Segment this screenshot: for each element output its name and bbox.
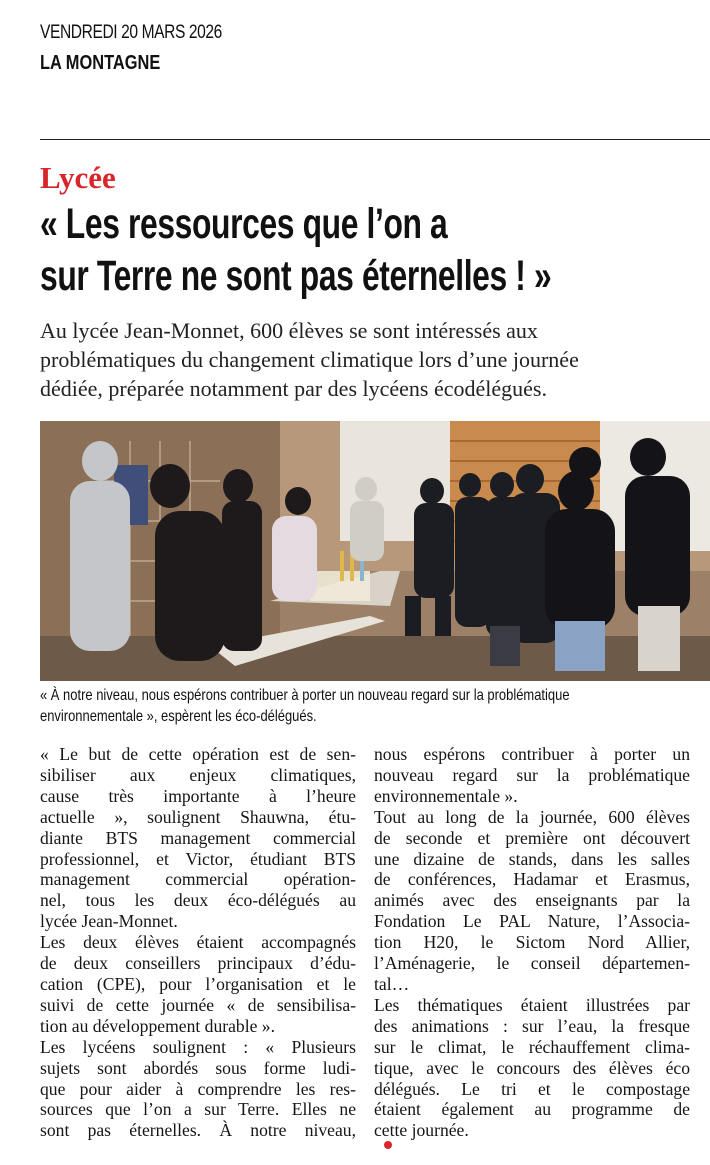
title-line: sur Terre ne sont pas éternelles ! » — [40, 252, 552, 300]
body-line: diante BTS management commercial — [40, 827, 356, 848]
body-line: cation (CPE), pour l’organisation et le — [40, 973, 356, 994]
body-line: de seconde et première ont découvert — [374, 827, 690, 848]
caption-line: « À notre niveau, nous espérons contribuer à porter un nouveau regard sur la problématique — [40, 687, 570, 704]
body-line: sont pas éternelles. À notre niveau, — [40, 1120, 356, 1141]
body-line: délégués. Le tri et le compostage — [374, 1078, 690, 1099]
body-line: Tout au long de la journée, 600 élèves — [374, 806, 690, 827]
lead-line: dédiée, préparée notamment par des lycéens écodélégués. — [40, 376, 547, 401]
body-line: de conférences, Hadamar et Erasmus, — [374, 869, 690, 890]
body-line: tal… — [374, 973, 410, 994]
body-line: « Le but de cette opération est de sen- — [40, 744, 356, 764]
body-line: Les lycéens soulignent : « Plusieurs — [40, 1036, 356, 1057]
body-line: Les deux élèves étaient accompagnés — [40, 932, 356, 953]
body-line: cause très importante à l’heure — [40, 785, 356, 806]
article-lead — [40, 316, 708, 403]
body-line: cette journée. — [374, 1120, 469, 1141]
end-mark-dot — [384, 1141, 392, 1149]
article-column-2 — [374, 744, 690, 1149]
body-line: une dizaine de stands, dans les salles — [374, 848, 690, 869]
body-line: animés avec des enseignants par la — [374, 890, 690, 911]
body-line: professionnel, et Victor, étudiant BTS — [40, 848, 356, 869]
edition-date: VENDREDI 20 MARS 2026 — [40, 22, 222, 43]
body-line: lycée Jean-Monnet. — [40, 911, 178, 932]
body-line: sources que l’on a sur Terre. Elles ne — [40, 1099, 356, 1120]
body-line: nouveau regard sur la problématique — [374, 764, 690, 785]
body-line: étaient également au programme de — [374, 1099, 690, 1120]
section-rubric: Lycée — [40, 160, 116, 195]
photo-illustration — [40, 421, 710, 681]
body-line-last — [374, 1120, 690, 1149]
photo-caption — [40, 685, 710, 727]
body-line: suivi de cette journée « de sensibilisa- — [40, 994, 356, 1015]
body-line: sibiliser aux enjeux climatiques, — [40, 764, 356, 785]
article-title — [40, 198, 691, 302]
body-line: que pour aider à comprendre les res- — [40, 1078, 356, 1099]
body-line: des animations : sur l’eau, la fresque — [374, 1015, 690, 1036]
body-line: nous espérons contribuer à porter un — [374, 744, 690, 764]
body-line: actuelle », soulignent Shauwna, étu- — [40, 806, 356, 827]
title-line: « Les ressources que l’on a — [40, 200, 448, 248]
body-line: tion au développement durable ». — [40, 1015, 275, 1036]
body-line: l’Aménagerie, le conseil départemen- — [374, 953, 690, 974]
body-line: Fondation Le PAL Nature, l’Associa- — [374, 911, 690, 932]
article-column-1 — [40, 744, 356, 1141]
body-line: nel, tous les deux éco-délégués au — [40, 890, 356, 911]
article-photo — [40, 421, 710, 681]
newspaper-name: LA MONTAGNE — [40, 52, 161, 74]
body-line: sujets sont abordés sous forme ludi- — [40, 1057, 356, 1078]
caption-line: environnementale », espèrent les éco-délégués. — [40, 708, 317, 725]
body-line: de deux conseillers principaux d’édu- — [40, 953, 356, 974]
header-rule — [40, 139, 710, 140]
lead-line: Au lycée Jean-Monnet, 600 élèves se sont intéressés aux — [40, 318, 538, 343]
body-line: environnementale ». — [374, 785, 518, 806]
body-line: sur le climat, le réchauffement clima- — [374, 1036, 690, 1057]
body-line: tique, avec le concours des élèves éco — [374, 1057, 690, 1078]
body-line: management commercial opération- — [40, 869, 356, 890]
body-line: tion H20, le Sictom Nord Allier, — [374, 932, 690, 953]
body-line: Les thématiques étaient illustrées par — [374, 994, 690, 1015]
lead-line: problématiques du changement climatique lors d’une journée — [40, 347, 579, 372]
